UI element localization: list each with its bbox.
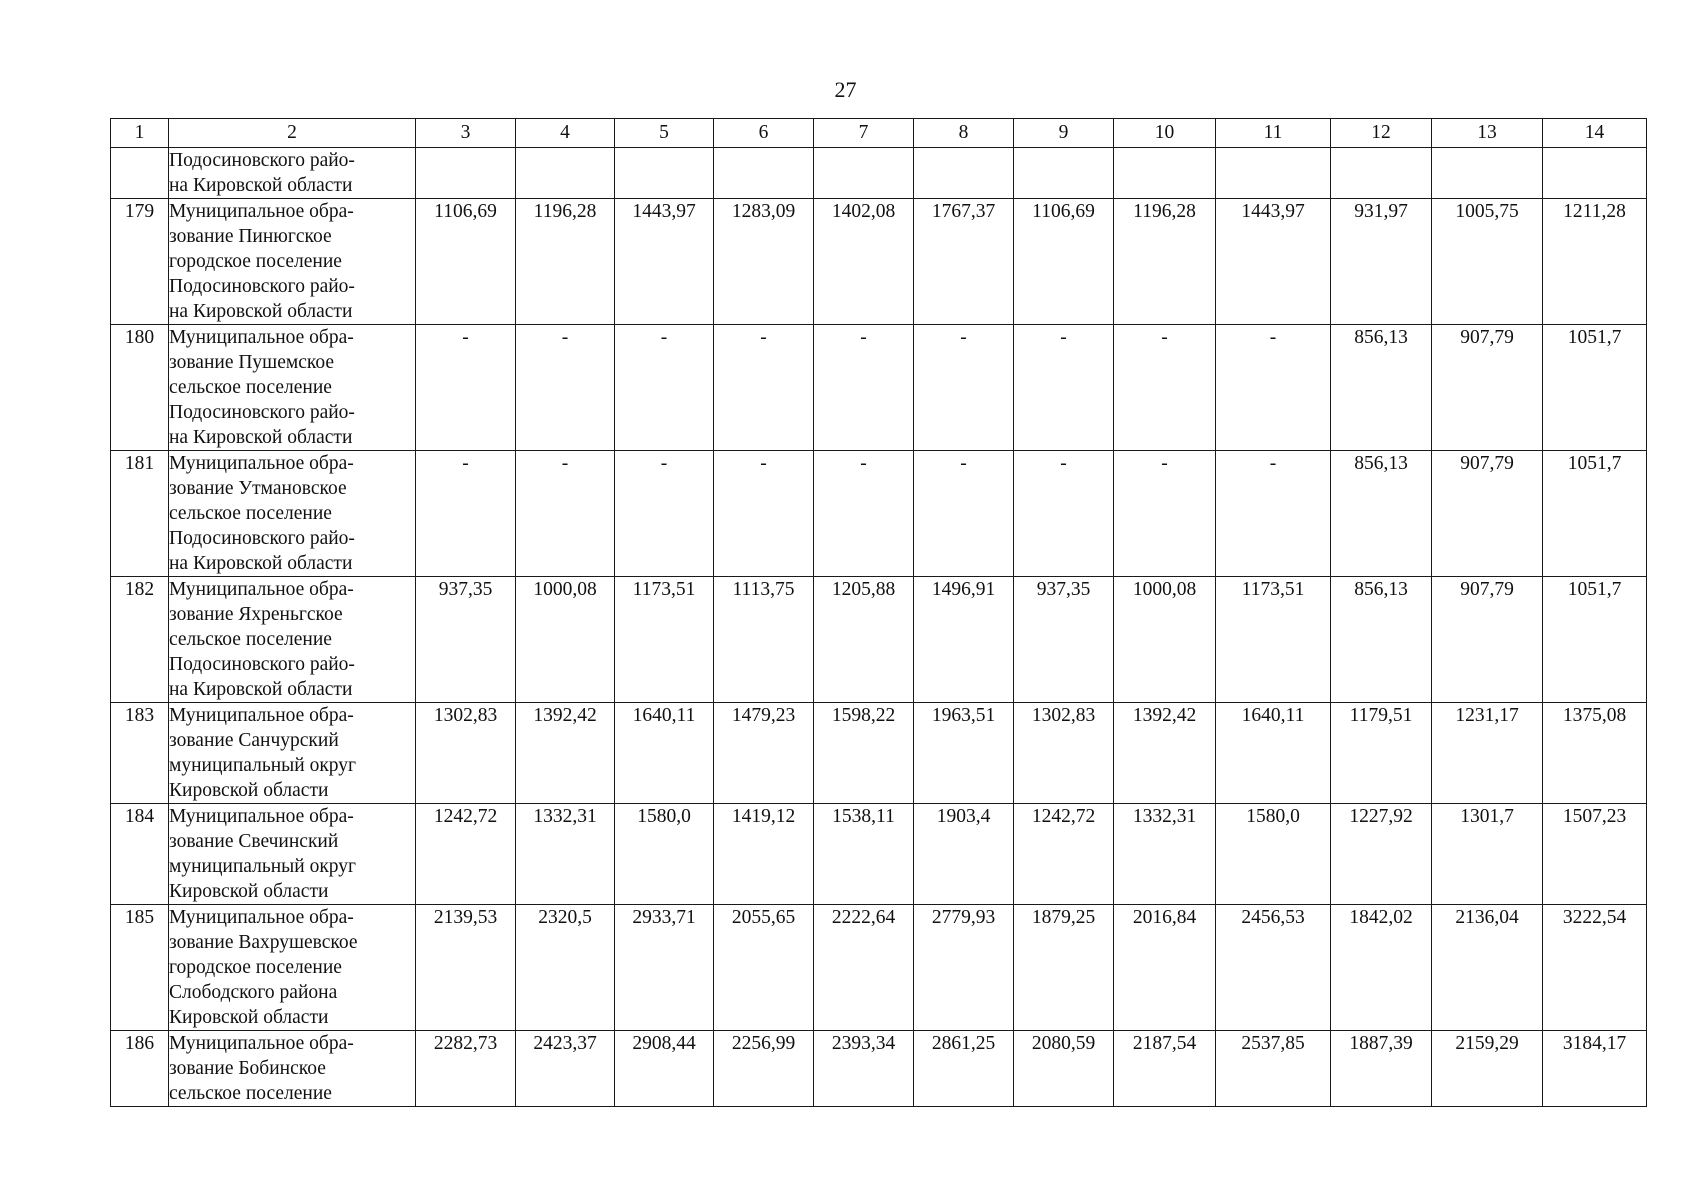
value-cell-col-3: 1242,72 (416, 804, 516, 905)
row-number: 186 (111, 1031, 169, 1107)
value-cell-col-8: 1963,51 (914, 703, 1014, 804)
value-cell-col-6: - (714, 451, 814, 577)
value-cell-col-9: 937,35 (1014, 577, 1114, 703)
value-cell-col-6 (714, 148, 814, 199)
value-cell-col-4: 2423,37 (516, 1031, 615, 1107)
value-cell-col-13: 1301,7 (1432, 804, 1543, 905)
value-cell-col-12: 856,13 (1331, 577, 1432, 703)
municipality-name: Муниципальное обра- зование Пинюгское городское поселение Подосиновского райо- на Кировской области (169, 199, 416, 325)
value-cell-col-11: 1173,51 (1216, 577, 1331, 703)
value-cell-col-13: 907,79 (1432, 325, 1543, 451)
value-cell-col-5: 1443,97 (615, 199, 714, 325)
value-cell-col-7: 2222,64 (814, 905, 914, 1031)
municipality-name: Муниципальное обра- зование Вахрушевское городское поселение Слободского района Кировской области (169, 905, 416, 1031)
value-cell-col-3: 1106,69 (416, 199, 516, 325)
value-cell-col-14: 1507,23 (1543, 804, 1647, 905)
value-cell-col-6: 2256,99 (714, 1031, 814, 1107)
value-cell-col-4: - (516, 451, 615, 577)
value-cell-col-3 (416, 148, 516, 199)
value-cell-col-7: - (814, 325, 914, 451)
table-body (111, 148, 1647, 1107)
value-cell-col-11: 2537,85 (1216, 1031, 1331, 1107)
municipality-name: Муниципальное обра- зование Яхреньгское сельское поселение Подосиновского райо- на Кировской области (169, 577, 416, 703)
value-cell-col-4: 1196,28 (516, 199, 615, 325)
value-cell-col-4: - (516, 325, 615, 451)
value-cell-col-14: 3222,54 (1543, 905, 1647, 1031)
value-cell-col-4: 1332,31 (516, 804, 615, 905)
column-header-13: 13 (1432, 119, 1543, 148)
value-cell-col-5: 2908,44 (615, 1031, 714, 1107)
table-row (111, 577, 1647, 703)
column-header-2: 2 (169, 119, 416, 148)
column-header-9: 9 (1014, 119, 1114, 148)
page-number: 27 (834, 77, 857, 102)
column-header-3: 3 (416, 119, 516, 148)
value-cell-col-8: 1903,4 (914, 804, 1014, 905)
value-cell-col-7: - (814, 451, 914, 577)
value-cell-col-12: 856,13 (1331, 325, 1432, 451)
value-cell-col-13: 1005,75 (1432, 199, 1543, 325)
value-cell-col-14: 1211,28 (1543, 199, 1647, 325)
row-number: 181 (111, 451, 169, 577)
value-cell-col-9: - (1014, 325, 1114, 451)
value-cell-col-12 (1331, 148, 1432, 199)
row-number: 179 (111, 199, 169, 325)
value-cell-col-5: 1173,51 (615, 577, 714, 703)
value-cell-col-9: 1106,69 (1014, 199, 1114, 325)
value-cell-col-10: 1000,08 (1114, 577, 1216, 703)
value-cell-col-9: 1302,83 (1014, 703, 1114, 804)
table-row (111, 451, 1647, 577)
value-cell-col-9 (1014, 148, 1114, 199)
value-cell-col-8: - (914, 325, 1014, 451)
table-row (111, 199, 1647, 325)
row-number: 184 (111, 804, 169, 905)
value-cell-col-6: 1419,12 (714, 804, 814, 905)
table-row (111, 905, 1647, 1031)
column-header-4: 4 (516, 119, 615, 148)
value-cell-col-9: 1879,25 (1014, 905, 1114, 1031)
column-header-7: 7 (814, 119, 914, 148)
value-cell-col-8: 2861,25 (914, 1031, 1014, 1107)
row-number: 182 (111, 577, 169, 703)
value-cell-col-11 (1216, 148, 1331, 199)
municipality-name: Подосиновского райо- на Кировской области (169, 148, 416, 199)
value-cell-col-12: 1227,92 (1331, 804, 1432, 905)
value-cell-col-4 (516, 148, 615, 199)
value-cell-col-14 (1543, 148, 1647, 199)
value-cell-col-12: 931,97 (1331, 199, 1432, 325)
value-cell-col-8: 2779,93 (914, 905, 1014, 1031)
value-cell-col-5: 1640,11 (615, 703, 714, 804)
value-cell-col-14: 1375,08 (1543, 703, 1647, 804)
value-cell-col-13: 907,79 (1432, 577, 1543, 703)
table-row (111, 804, 1647, 905)
value-cell-col-6: - (714, 325, 814, 451)
value-cell-col-13: 907,79 (1432, 451, 1543, 577)
table-header-row (111, 119, 1647, 148)
data-table (110, 118, 1647, 1107)
value-cell-col-6: 1479,23 (714, 703, 814, 804)
value-cell-col-8: - (914, 451, 1014, 577)
table-row (111, 703, 1647, 804)
value-cell-col-9: 1242,72 (1014, 804, 1114, 905)
value-cell-col-10: 2016,84 (1114, 905, 1216, 1031)
value-cell-col-11: 1580,0 (1216, 804, 1331, 905)
value-cell-col-8: 1767,37 (914, 199, 1014, 325)
column-header-5: 5 (615, 119, 714, 148)
municipality-name: Муниципальное обра- зование Санчурский муниципальный округ Кировской области (169, 703, 416, 804)
value-cell-col-13: 2136,04 (1432, 905, 1543, 1031)
value-cell-col-11: - (1216, 325, 1331, 451)
value-cell-col-12: 856,13 (1331, 451, 1432, 577)
value-cell-col-8: 1496,91 (914, 577, 1014, 703)
column-header-6: 6 (714, 119, 814, 148)
value-cell-col-14: 3184,17 (1543, 1031, 1647, 1107)
value-cell-col-5: - (615, 451, 714, 577)
value-cell-col-6: 2055,65 (714, 905, 814, 1031)
municipality-name: Муниципальное обра- зование Бобинское сельское поселение (169, 1031, 416, 1107)
row-number: 180 (111, 325, 169, 451)
value-cell-col-14: 1051,7 (1543, 451, 1647, 577)
column-header-11: 11 (1216, 119, 1331, 148)
column-header-10: 10 (1114, 119, 1216, 148)
column-header-8: 8 (914, 119, 1014, 148)
column-header-1: 1 (111, 119, 169, 148)
value-cell-col-5: 2933,71 (615, 905, 714, 1031)
value-cell-col-13: 2159,29 (1432, 1031, 1543, 1107)
value-cell-col-9: 2080,59 (1014, 1031, 1114, 1107)
value-cell-col-11: - (1216, 451, 1331, 577)
value-cell-col-11: 2456,53 (1216, 905, 1331, 1031)
value-cell-col-10: - (1114, 325, 1216, 451)
value-cell-col-9: - (1014, 451, 1114, 577)
value-cell-col-13 (1432, 148, 1543, 199)
value-cell-col-12: 1842,02 (1331, 905, 1432, 1031)
value-cell-col-7: 1538,11 (814, 804, 914, 905)
municipality-name: Муниципальное обра- зование Свечинский муниципальный округ Кировской области (169, 804, 416, 905)
value-cell-col-3: 937,35 (416, 577, 516, 703)
row-number (111, 148, 169, 199)
value-cell-col-8 (914, 148, 1014, 199)
value-cell-col-5 (615, 148, 714, 199)
value-cell-col-3: 2282,73 (416, 1031, 516, 1107)
value-cell-col-14: 1051,7 (1543, 325, 1647, 451)
column-header-14: 14 (1543, 119, 1647, 148)
table-row (111, 325, 1647, 451)
value-cell-col-6: 1113,75 (714, 577, 814, 703)
value-cell-col-10: 1392,42 (1114, 703, 1216, 804)
value-cell-col-10: - (1114, 451, 1216, 577)
value-cell-col-11: 1640,11 (1216, 703, 1331, 804)
value-cell-col-10: 2187,54 (1114, 1031, 1216, 1107)
municipality-name: Муниципальное обра- зование Пушемское сельское поселение Подосиновского райо- на Кировской области (169, 325, 416, 451)
value-cell-col-13: 1231,17 (1432, 703, 1543, 804)
value-cell-col-3: 2139,53 (416, 905, 516, 1031)
value-cell-col-4: 2320,5 (516, 905, 615, 1031)
value-cell-col-10 (1114, 148, 1216, 199)
value-cell-col-4: 1000,08 (516, 577, 615, 703)
value-cell-col-3: - (416, 325, 516, 451)
row-number: 183 (111, 703, 169, 804)
value-cell-col-3: 1302,83 (416, 703, 516, 804)
row-number: 185 (111, 905, 169, 1031)
value-cell-col-7: 1205,88 (814, 577, 914, 703)
municipality-name: Муниципальное обра- зование Утмановское сельское поселение Подосиновского райо- на Кировской области (169, 451, 416, 577)
table-row (111, 1031, 1647, 1107)
value-cell-col-3: - (416, 451, 516, 577)
value-cell-col-7: 2393,34 (814, 1031, 914, 1107)
value-cell-col-10: 1332,31 (1114, 804, 1216, 905)
value-cell-col-12: 1179,51 (1331, 703, 1432, 804)
value-cell-col-7: 1598,22 (814, 703, 914, 804)
value-cell-col-7 (814, 148, 914, 199)
value-cell-col-5: 1580,0 (615, 804, 714, 905)
value-cell-col-5: - (615, 325, 714, 451)
value-cell-col-4: 1392,42 (516, 703, 615, 804)
table-row (111, 148, 1647, 199)
value-cell-col-14: 1051,7 (1543, 577, 1647, 703)
value-cell-col-12: 1887,39 (1331, 1031, 1432, 1107)
value-cell-col-10: 1196,28 (1114, 199, 1216, 325)
column-header-12: 12 (1331, 119, 1432, 148)
value-cell-col-7: 1402,08 (814, 199, 914, 325)
value-cell-col-6: 1283,09 (714, 199, 814, 325)
value-cell-col-11: 1443,97 (1216, 199, 1331, 325)
